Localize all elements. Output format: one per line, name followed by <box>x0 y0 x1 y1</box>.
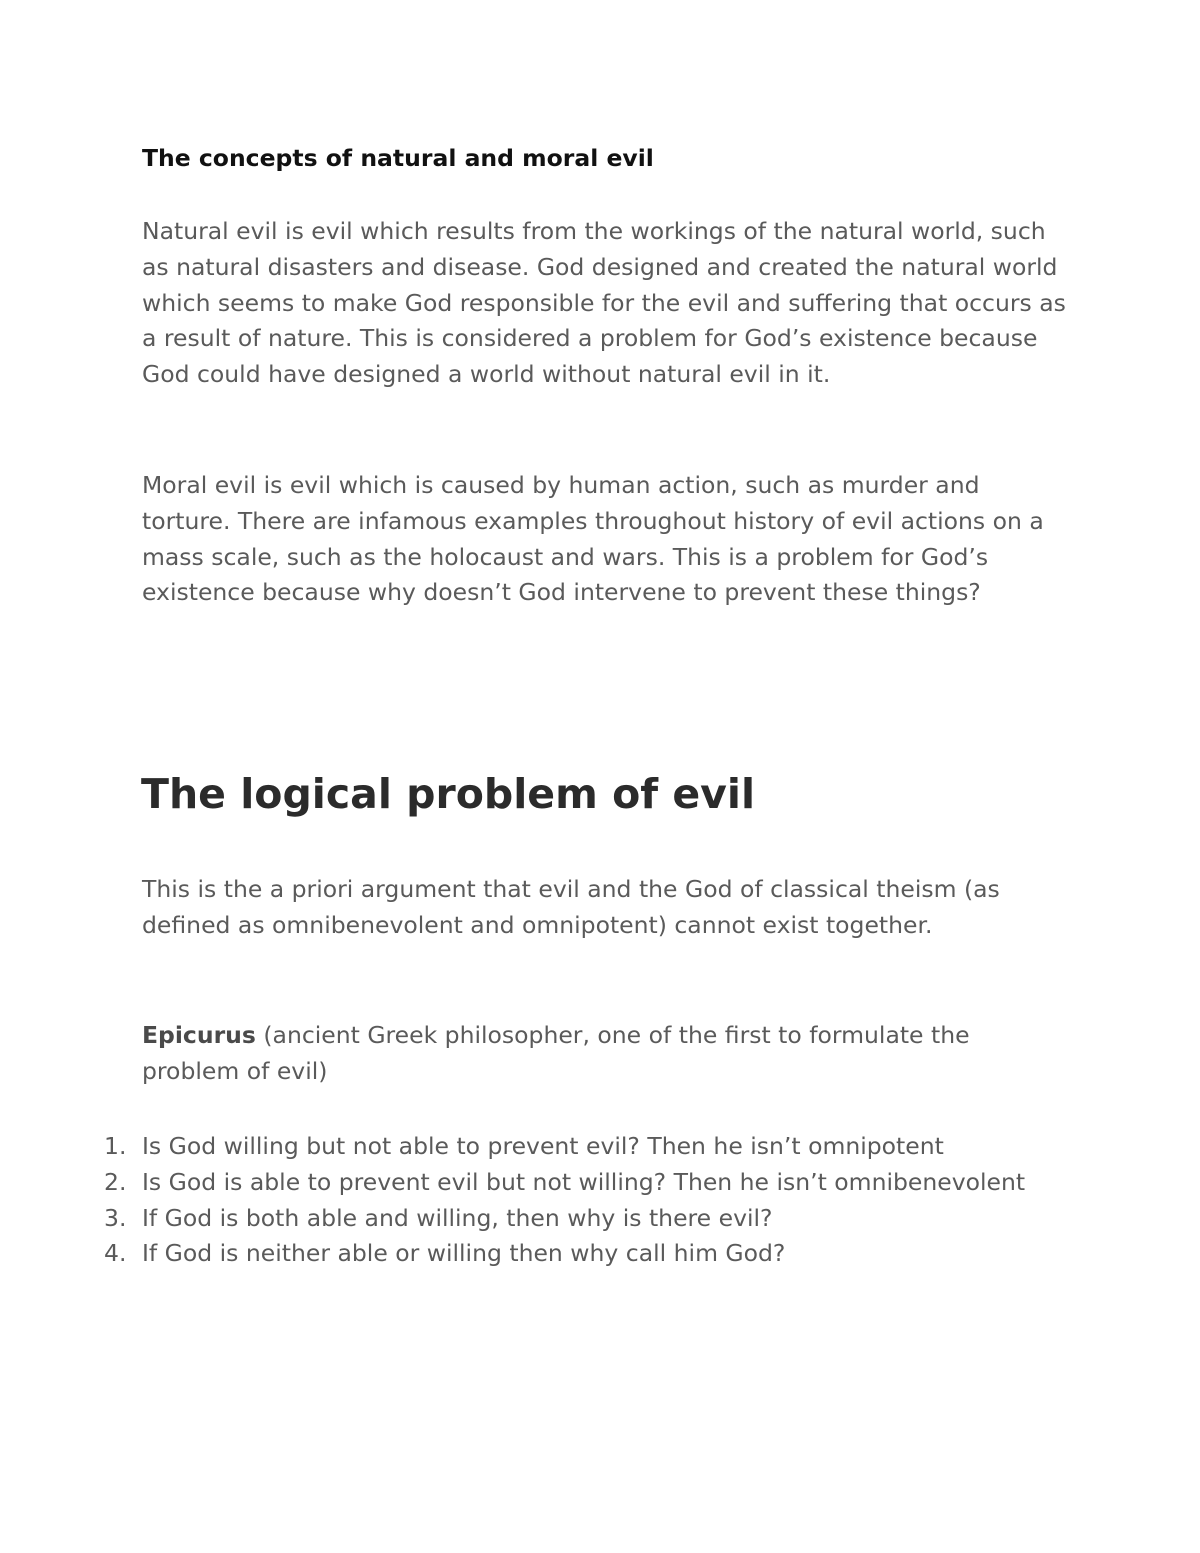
paragraph-moral-evil: Moral evil is evil which is caused by human action, such as murder and torture. There are infamous examples throughout history of evil actions on a mass scale, such as the holocaust and wars. This is a problem for God’s existence because why doesn’t God intervene to prevent these things? <box>142 471 1044 607</box>
list-item-number: 4. <box>104 1239 127 1268</box>
section-heading-natural-moral-evil: The concepts of natural and moral evil <box>142 144 654 172</box>
epicurus-name: Epicurus <box>142 1021 256 1049</box>
list-item-text: Is God is able to prevent evil but not willing? Then he isn’t omnibenevolent <box>142 1167 1026 1196</box>
list-item-number: 2. <box>104 1167 127 1196</box>
list-item-text: Is God willing but not able to prevent evil? Then he isn’t omnipotent <box>142 1132 944 1160</box>
list-item-number: 3. <box>104 1203 127 1232</box>
list-item <box>100 1129 1070 1165</box>
heading-logical-problem-of-evil: The logical problem of evil <box>141 770 756 818</box>
list-item <box>100 1165 1070 1201</box>
paragraph-natural-evil: Natural evil is evil which results from the workings of the natural world, such as natural disasters and disease. God designed and created the natural world which seems to make God responsible for the evil and suffering that occurs as a result of nature. This is considered a problem for God’s existence because God could have designed a world without natural evil in it. <box>142 217 1066 389</box>
epicurus-argument-list <box>100 1129 1070 1272</box>
list-item <box>100 1201 1070 1237</box>
epicurus-note: (ancient Greek philosopher, one of the first to formulate the problem of evil) <box>142 1021 970 1085</box>
list-item-number: 1. <box>104 1132 127 1160</box>
paragraph-epicurus <box>142 1018 1072 1090</box>
list-item-text: If God is neither able or willing then why call him God? <box>142 1239 786 1268</box>
paragraph-a-priori-argument: This is the a priori argument that evil and the God of classical theism (as defined as omnibenevolent and omnipotent) cannot exist together. <box>142 875 1000 939</box>
list-item <box>100 1236 1070 1272</box>
list-item-text: If God is both able and willing, then why is there evil? <box>142 1203 773 1232</box>
